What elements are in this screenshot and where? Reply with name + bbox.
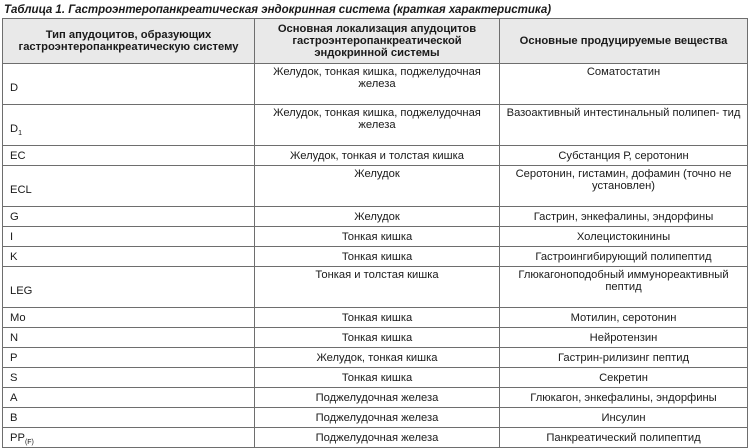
cell-location: Поджелудочная железа bbox=[255, 428, 500, 448]
cell-type-label: PP bbox=[10, 431, 25, 444]
cell-cell-type bbox=[3, 247, 255, 267]
cell-location: Желудок, тонкая кишка bbox=[255, 348, 500, 368]
table-row bbox=[3, 368, 748, 388]
cell-type-label: P bbox=[10, 351, 18, 364]
cell-cell-type bbox=[3, 105, 255, 146]
table-row bbox=[3, 408, 748, 428]
header-cell-substances: Основные продуцируемые вещества bbox=[500, 19, 748, 64]
cell-cell-type bbox=[3, 207, 255, 227]
cell-cell-type bbox=[3, 328, 255, 348]
table-body bbox=[3, 64, 748, 448]
cell-type-label: A bbox=[10, 391, 18, 404]
cell-cell-type bbox=[3, 64, 255, 105]
cell-substances: Глюкагон, энкефалины, эндорфины bbox=[500, 388, 748, 408]
cell-substances: Вазоактивный интестинальный полипеп- тид bbox=[500, 105, 748, 146]
table-header-row bbox=[3, 19, 748, 64]
cell-cell-type bbox=[3, 166, 255, 207]
cell-type-subscript: (F) bbox=[24, 438, 34, 446]
table-row bbox=[3, 267, 748, 308]
table-row bbox=[3, 348, 748, 368]
table-row bbox=[3, 227, 748, 247]
cell-cell-type bbox=[3, 308, 255, 328]
cell-cell-type bbox=[3, 408, 255, 428]
cell-type-label: ECL bbox=[10, 184, 32, 196]
cell-substances: Серотонин, гистамин, дофамин (точно не установлен) bbox=[500, 166, 748, 207]
cell-substances: Инсулин bbox=[500, 408, 748, 428]
cell-location: Желудок bbox=[255, 166, 500, 207]
cell-substances: Глюкагоноподобный иммунореактивный пептид bbox=[500, 267, 748, 308]
table-row bbox=[3, 64, 748, 105]
cell-substances: Субстанция Р, серотонин bbox=[500, 146, 748, 166]
cell-location: Желудок bbox=[255, 207, 500, 227]
table-row bbox=[3, 166, 748, 207]
cell-type-label: LEG bbox=[10, 285, 33, 297]
cell-type-label: EC bbox=[10, 149, 26, 162]
cell-type-label: N bbox=[10, 331, 19, 344]
cell-cell-type bbox=[3, 227, 255, 247]
cell-location: Тонкая кишка bbox=[255, 247, 500, 267]
cell-location: Тонкая и толстая кишка bbox=[255, 267, 500, 308]
table-row bbox=[3, 328, 748, 348]
cell-location: Тонкая кишка bbox=[255, 227, 500, 247]
cell-location: Поджелудочная железа bbox=[255, 388, 500, 408]
header-cell-type: Тип апудоцитов, образующих гастроэнтеропанкреатическую систему bbox=[3, 19, 255, 64]
cell-location: Тонкая кишка bbox=[255, 368, 500, 388]
caption-text: Гастроэнтеропанкреатическая эндокринная система (краткая характеристика) bbox=[68, 4, 552, 16]
cell-type-subscript: 1 bbox=[18, 130, 22, 137]
header-cell-location: Основная локализация апудоцитов гастроэнтеропанкреатической эндокринной системы bbox=[255, 19, 500, 64]
cell-location: Желудок, тонкая и толстая кишка bbox=[255, 146, 500, 166]
cell-type-label: D bbox=[10, 82, 19, 94]
cell-cell-type bbox=[3, 267, 255, 308]
table-row bbox=[3, 105, 748, 146]
cell-type-label: I bbox=[10, 230, 14, 243]
cell-location: Поджелудочная железа bbox=[255, 408, 500, 428]
cell-type-label: B bbox=[10, 411, 18, 424]
cell-type-label: S bbox=[10, 371, 18, 384]
cell-cell-type bbox=[3, 428, 255, 448]
cell-cell-type bbox=[3, 348, 255, 368]
apudocyte-table bbox=[2, 18, 748, 448]
table-row bbox=[3, 428, 748, 448]
cell-location: Желудок, тонкая кишка, поджелудочная железа bbox=[255, 64, 500, 105]
cell-substances: Соматостатин bbox=[500, 64, 748, 105]
cell-substances: Панкреатический полипептид bbox=[500, 428, 748, 448]
cell-type-label: Mo bbox=[10, 311, 26, 324]
cell-substances: Гастроингибирующий полипептид bbox=[500, 247, 748, 267]
cell-substances: Мотилин, серотонин bbox=[500, 308, 748, 328]
cell-substances: Нейротензин bbox=[500, 328, 748, 348]
cell-cell-type bbox=[3, 388, 255, 408]
table-row bbox=[3, 207, 748, 227]
cell-substances: Холецистокинины bbox=[500, 227, 748, 247]
table-row bbox=[3, 247, 748, 267]
cell-cell-type bbox=[3, 368, 255, 388]
cell-location: Желудок, тонкая кишка, поджелудочная железа bbox=[255, 105, 500, 146]
cell-location: Тонкая кишка bbox=[255, 328, 500, 348]
table-caption bbox=[4, 2, 551, 18]
cell-type-label: D bbox=[10, 123, 19, 135]
cell-location: Тонкая кишка bbox=[255, 308, 500, 328]
cell-type-label: G bbox=[10, 210, 19, 223]
caption-label: Таблица 1. bbox=[4, 4, 66, 16]
cell-substances: Секретин bbox=[500, 368, 748, 388]
cell-substances: Гастрин, энкефалины, эндорфины bbox=[500, 207, 748, 227]
cell-type-label: K bbox=[10, 250, 18, 263]
table-row bbox=[3, 388, 748, 408]
table-row bbox=[3, 308, 748, 328]
cell-cell-type bbox=[3, 146, 255, 166]
table-row bbox=[3, 146, 748, 166]
cell-substances: Гастрин-рилизинг пептид bbox=[500, 348, 748, 368]
